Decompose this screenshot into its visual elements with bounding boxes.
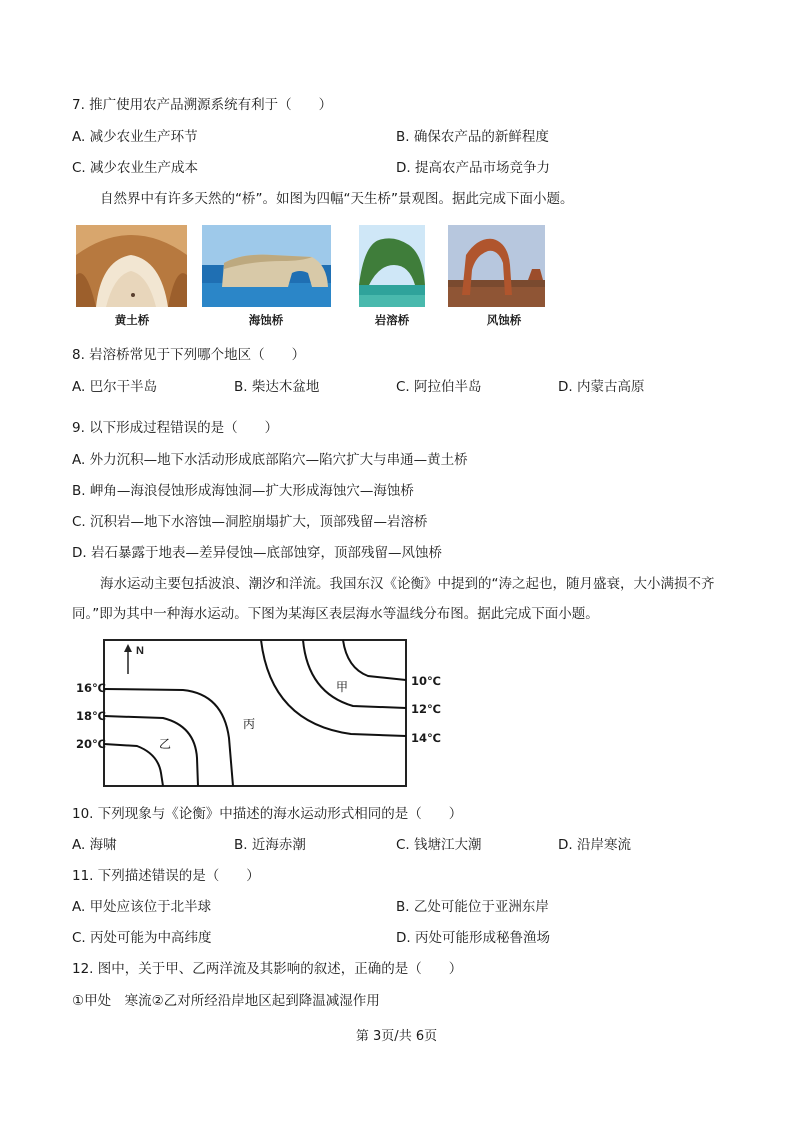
caption-loess-bridge: 黄土桥	[114, 313, 150, 327]
q11-option-b: B. 乙处可能位于亚洲东岸	[396, 899, 549, 915]
q7-option-c: C. 减少农业生产成本	[72, 160, 199, 176]
q11-option-c: C. 丙处可能为中高纬度	[72, 930, 212, 946]
q7-option-b: B. 确保农产品的新鲜程度	[396, 129, 549, 145]
page-number: 第 3页/共 6页	[355, 1029, 438, 1044]
loess-bridge-photo	[76, 225, 187, 307]
q11-stem: 11. 下列描述错误的是（ ）	[72, 868, 260, 884]
q10-option-c: C. 钱塘江大潮	[396, 837, 482, 853]
q9-option-b: B. 岬角—海浪侵蚀形成海蚀洞—扩大形成海蚀穴—海蚀桥	[72, 483, 414, 499]
q7-option-a: A. 减少农业生产环节	[72, 129, 198, 145]
caption-sea-arch: 海蚀桥	[248, 313, 284, 327]
q12-option-1: ①甲处 寒流②乙对所经沿岸地区起到降温减湿作用	[72, 993, 380, 1009]
q8-option-d: D. 内蒙古高原	[558, 379, 645, 395]
q11-option-d: D. 丙处可能形成秘鲁渔场	[396, 930, 550, 946]
label-bing: 丙	[243, 717, 256, 731]
q12-stem: 12. 图中，关于甲、乙两洋流及其影响的叙述，正确的是（ ）	[72, 961, 463, 977]
q10-option-b: B. 近海赤潮	[234, 837, 306, 853]
isotherm-18-label: 18℃	[76, 709, 106, 723]
intro-ocean-motion: 海水运动主要包括波浪、潮汐和洋流。我国东汉《论衡》中提到的“涛之起也，随月盛衰，大小满损不齐同。”即为其中一种海水运动。下图为某海区表层海水等温线分布图。据此完成下面小题。	[72, 576, 715, 622]
sea-arch-photo	[202, 225, 331, 307]
isotherm-20-label: 20℃	[76, 737, 106, 751]
q10-option-d: D. 沿岸寒流	[558, 837, 631, 853]
q7-option-d: D. 提高农产品市场竞争力	[396, 160, 550, 176]
wind-arch-photo	[448, 225, 545, 307]
q10-stem: 10. 下列现象与《论衡》中描述的海水运动形式相同的是（ ）	[72, 806, 463, 822]
karst-bridge-photo	[359, 225, 425, 307]
label-jia: 甲	[336, 680, 349, 694]
q8-option-c: C. 阿拉伯半岛	[396, 379, 482, 395]
north-label: N	[136, 645, 144, 657]
q8-stem: 8. 岩溶桥常见于下列哪个地区（ ）	[72, 347, 306, 363]
isotherm-16-label: 16℃	[76, 681, 106, 695]
intro-natural-bridges: 自然界中有许多天然的“桥”。如图为四幅“天生桥”景观图。据此完成下面小题。	[100, 191, 574, 207]
q9-option-c: C. 沉积岩—地下水溶蚀—洞腔崩塌扩大，顶部残留—岩溶桥	[72, 514, 428, 530]
isotherm-map	[103, 638, 443, 788]
caption-karst-bridge: 岩溶桥	[374, 313, 410, 327]
q9-stem: 9. 以下形成过程错误的是（ ）	[72, 420, 279, 436]
caption-wind-arch: 风蚀桥	[486, 313, 522, 327]
q8-option-a: A. 巴尔干半岛	[72, 379, 158, 395]
q11-option-a: A. 甲处应该位于北半球	[72, 899, 212, 915]
isotherm-12-label: 12℃	[411, 702, 441, 716]
label-yi: 乙	[159, 737, 172, 751]
isotherm-10-label: 10℃	[411, 674, 441, 688]
q8-option-b: B. 柴达木盆地	[234, 379, 320, 395]
q9-option-d: D. 岩石暴露于地表—差异侵蚀—底部蚀穿，顶部残留—风蚀桥	[72, 545, 442, 561]
q7-stem: 7. 推广使用农产品溯源系统有利于（ ）	[72, 97, 333, 113]
q10-option-a: A. 海啸	[72, 837, 117, 853]
q9-option-a: A. 外力沉积—地下水活动形成底部陷穴—陷穴扩大与串通—黄土桥	[72, 452, 468, 468]
isotherm-14-label: 14℃	[411, 731, 441, 745]
